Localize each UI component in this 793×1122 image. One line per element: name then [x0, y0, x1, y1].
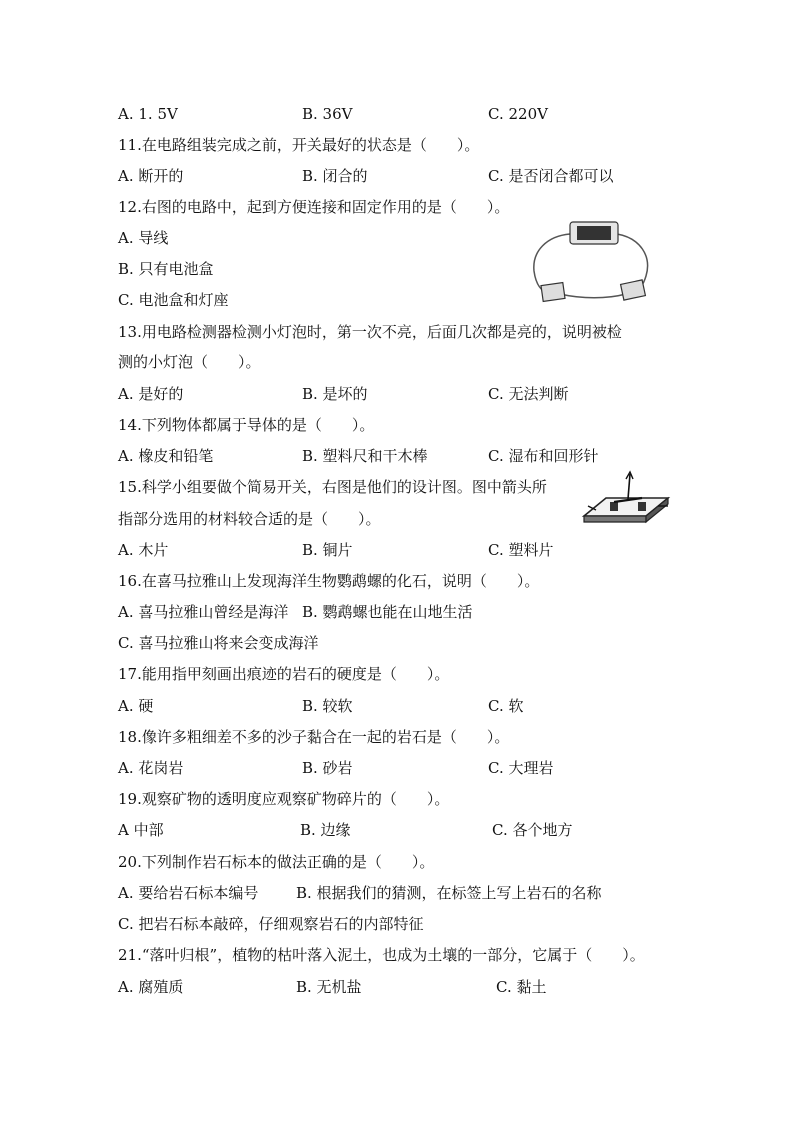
- q14-stem: 14.下列物体都属于导体的是（ ）。: [118, 416, 375, 434]
- q21-option-c: C. 黏土: [496, 978, 547, 996]
- q14-option-c: C. 湿布和回形针: [488, 447, 599, 465]
- q13-stem-line1: 13.用电路检测器检测小灯泡时，第一次不亮，后面几次都是亮的，说明被检: [118, 323, 622, 341]
- q16-stem: 16.在喜马拉雅山上发现海洋生物鹦鹉螺的化石，说明（ ）。: [118, 572, 540, 590]
- q16-option-b: B. 鹦鹉螺也能在山地生活: [302, 603, 473, 621]
- q21-option-b: B. 无机盐: [296, 978, 362, 996]
- q19-option-a: A 中部: [118, 821, 164, 839]
- q13-option-c: C. 无法判断: [488, 385, 569, 403]
- q17-option-c: C. 软: [488, 697, 524, 715]
- q10-option-c: C. 220V: [488, 105, 548, 123]
- q15-stem-line1: 15.科学小组要做个简易开关，右图是他们的设计图。图中箭头所: [118, 478, 547, 496]
- q19-stem: 19.观察矿物的透明度应观察矿物碎片的（ ）。: [118, 790, 450, 808]
- q16-option-c: C. 喜马拉雅山将来会变成海洋: [118, 634, 319, 652]
- q11-option-b: B. 闭合的: [302, 167, 368, 185]
- q18-option-c: C. 大理岩: [488, 759, 554, 777]
- q19-option-b: B. 边缘: [300, 821, 351, 839]
- q17-option-b: B. 较软: [302, 697, 353, 715]
- q11-stem: 11.在电路组装完成之前，开关最好的状态是（ ）。: [118, 136, 480, 154]
- q12-option-b: B. 只有电池盒: [118, 260, 214, 278]
- q21-option-a: A. 腐殖质: [118, 978, 184, 996]
- q15-stem-line2: 指部分选用的材料较合适的是（ ）。: [118, 510, 381, 528]
- q18-option-a: A. 花岗岩: [118, 759, 184, 777]
- q15-option-a: A. 木片: [118, 541, 169, 559]
- q14-option-a: A. 橡皮和铅笔: [118, 447, 214, 465]
- q20-option-b: B. 根据我们的猜测，在标签上写上岩石的名称: [296, 884, 602, 902]
- q12-option-c: C. 电池盒和灯座: [118, 291, 229, 309]
- q21-stem: 21.“落叶归根”，植物的枯叶落入泥土，也成为土壤的一部分，它属于（ ）。: [118, 946, 645, 964]
- q14-option-b: B. 塑料尺和干木棒: [302, 447, 428, 465]
- q20-stem: 20.下列制作岩石标本的做法正确的是（ ）。: [118, 853, 435, 871]
- q11-option-c: C. 是否闭合都可以: [488, 167, 614, 185]
- q11-option-a: A. 断开的: [118, 167, 184, 185]
- q19-option-c: C. 各个地方: [492, 821, 573, 839]
- q17-stem: 17.能用指甲刻画出痕迹的岩石的硬度是（ ）。: [118, 665, 450, 683]
- q13-stem-line2: 测的小灯泡（ ）。: [118, 353, 261, 371]
- q12-stem: 12.右图的电路中，起到方便连接和固定作用的是（ ）。: [118, 198, 510, 216]
- q18-option-b: B. 砂岩: [302, 759, 353, 777]
- q17-option-a: A. 硬: [118, 697, 154, 715]
- q10-option-a: A. 1. 5V: [118, 105, 178, 123]
- q10-option-b: B. 36V: [302, 105, 353, 123]
- q12-option-a: A. 导线: [118, 229, 169, 247]
- q20-option-a: A. 要给岩石标本编号: [118, 884, 259, 902]
- switch-figure: [580, 470, 672, 528]
- q20-option-c: C. 把岩石标本敲碎，仔细观察岩石的内部特征: [118, 915, 424, 933]
- circuit-figure: [522, 216, 662, 306]
- q18-stem: 18.像许多粗细差不多的沙子黏合在一起的岩石是（ ）。: [118, 728, 510, 746]
- q13-option-a: A. 是好的: [118, 385, 184, 403]
- q15-option-b: B. 铜片: [302, 541, 353, 559]
- q13-option-b: B. 是坏的: [302, 385, 368, 403]
- q16-option-a: A. 喜马拉雅山曾经是海洋: [118, 603, 289, 621]
- q15-option-c: C. 塑料片: [488, 541, 554, 559]
